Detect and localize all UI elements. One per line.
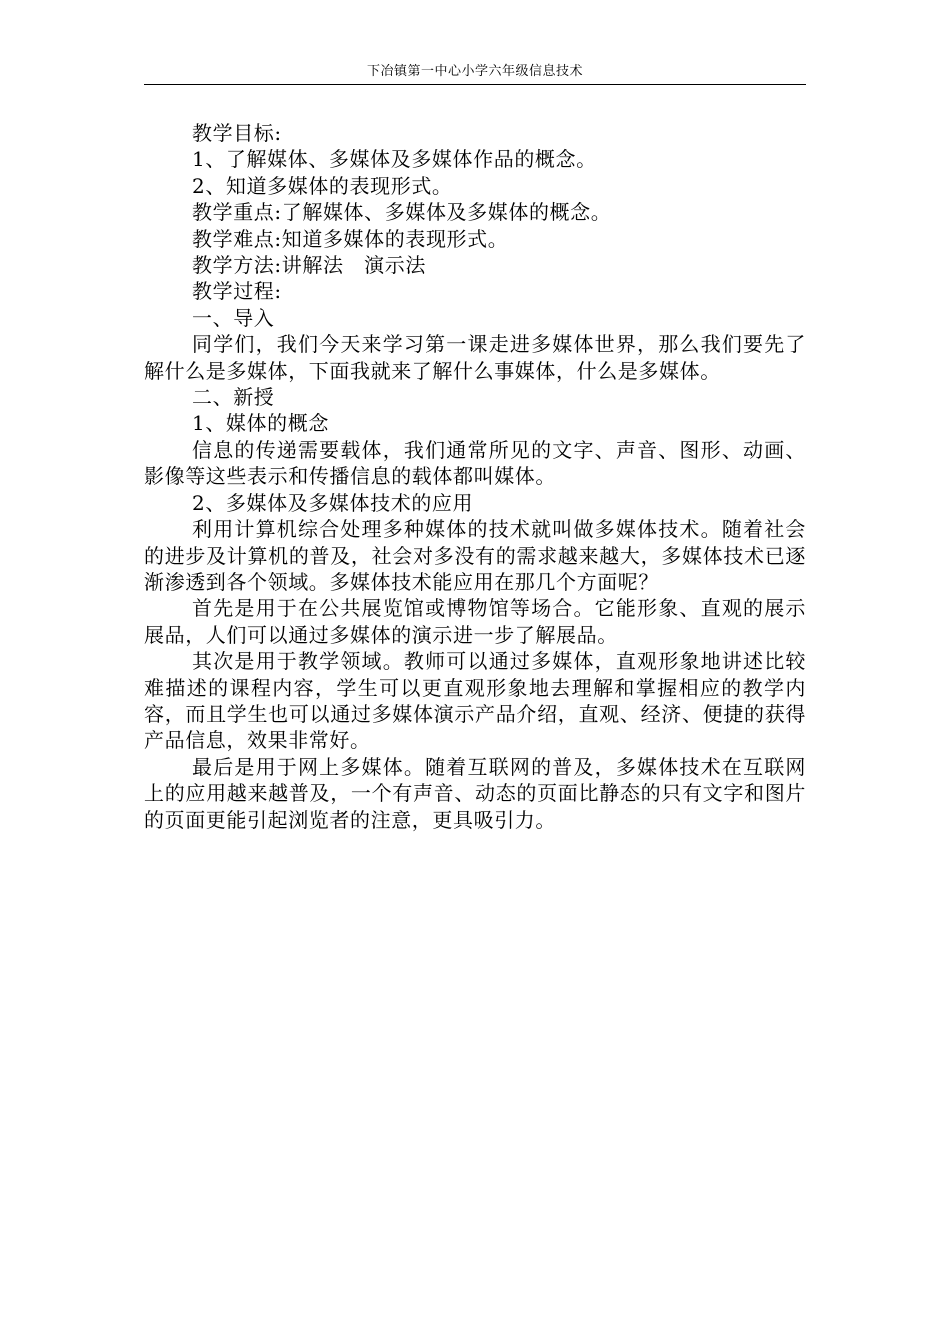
document-body	[144, 120, 806, 833]
paragraph-new-lesson-heading: 二、新授	[192, 385, 275, 410]
paragraph-intro-heading: 一、导入	[192, 305, 275, 330]
paragraph-method: 教学方法:讲解法 演示法	[192, 253, 426, 278]
page-header	[144, 62, 806, 85]
paragraph-second-use: 其次是用于教学领域。教师可以通过多媒体，直观形象地讲述比较难描述的课程内容，学生可以更直观形象地去理解和掌握相应的教学内容，而且学生也可以通过多媒体演示产品介绍，直观、经济、便捷的获得产品信息，效果非常好。	[144, 649, 806, 753]
paragraph-process-heading: 教学过程:	[192, 279, 282, 304]
paragraph-media-concept-heading: 1、媒体的概念	[192, 411, 329, 436]
paragraph-key-point: 教学重点:了解媒体、多媒体及多媒体的概念。	[192, 200, 612, 225]
paragraph-intro-text: 同学们，我们今天来学习第一课走进多媒体世界，那么我们要先了解什么是多媒体，下面我就来了解什么事媒体，什么是多媒体。	[144, 332, 806, 383]
paragraph-difficulty: 教学难点:知道多媒体的表现形式。	[192, 226, 509, 251]
paragraph-objective-1: 1、了解媒体、多媒体及多媒体作品的概念。	[192, 147, 597, 172]
header-title: 下冶镇第一中心小学六年级信息技术	[366, 64, 583, 79]
paragraph-first-use: 首先是用于在公共展览馆或博物馆等场合。它能形象、直观的展示展品，人们可以通过多媒体的演示进一步了解展品。	[144, 596, 806, 647]
paragraph-objective-2: 2、知道多媒体的表现形式。	[192, 173, 453, 198]
paragraph-multimedia-application-heading: 2、多媒体及多媒体技术的应用	[192, 490, 474, 515]
paragraph-objectives-heading: 教学目标:	[192, 121, 282, 145]
paragraph-last-use: 最后是用于网上多媒体。随着互联网的普及，多媒体技术在互联网上的应用越来越普及，一个有声音、动态的页面比静态的只有文字和图片的页面更能引起浏览者的注意，更具吸引力。	[144, 754, 806, 832]
paragraph-multimedia-tech-text: 利用计算机综合处理多种媒体的技术就叫做多媒体技术。随着社会的进步及计算机的普及，社会对多没有的需求越来越大，多媒体技术已逐渐渗透到各个领域。多媒体技术能应用在那几个方面呢？	[144, 517, 806, 594]
paragraph-media-concept-text: 信息的传递需要载体，我们通常所见的文字、声音、图形、动画、影像等这些表示和传播信息的载体都叫媒体。	[144, 437, 806, 489]
